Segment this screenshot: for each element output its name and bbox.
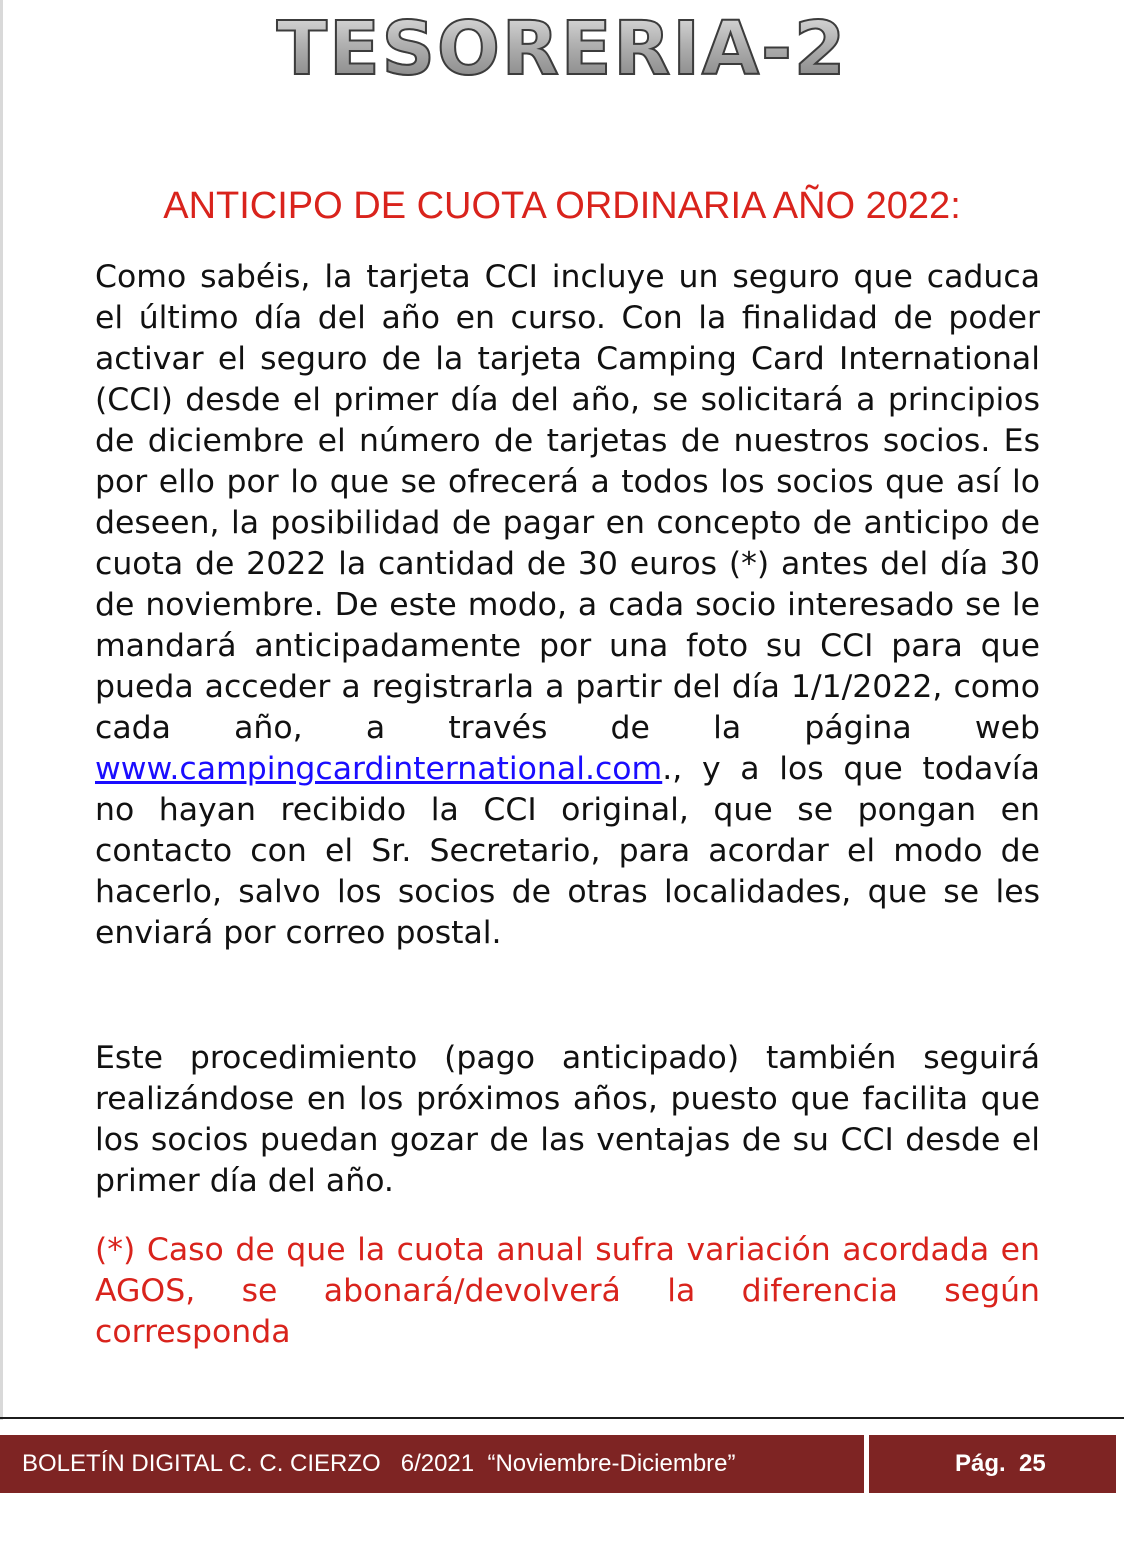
page-title: TESORERIA-2 <box>0 4 1124 94</box>
footer-page-bar <box>869 1435 1116 1493</box>
footer-publication-bar <box>0 1435 864 1493</box>
section-heading: ANTICIPO DE CUOTA ORDINARIA AÑO 2022: <box>163 185 961 227</box>
cci-website-link[interactable]: www.campingcardinternational.com <box>95 751 663 787</box>
footer-publication-title: BOLETÍN DIGITAL C. C. CIERZO 6/2021 “Noviembre-Diciembre” <box>22 1450 736 1477</box>
paragraph-1-text-end: ., y a los que todavía no hayan recibido la CCI original, que se pongan en contacto con el Sr. Secretario, para acordar el modo de hacerlo, salvo los socios de otras localidades, que se les enviará por correo postal. <box>95 751 1040 951</box>
page-number: Pág. 25 <box>955 1450 1046 1477</box>
body-paragraph-2: Este procedimiento (pago anticipado) también seguirá realizándose en los próximos años, puesto que facilita que los socios puedan gozar de las ventajas de su CCI desde el primer día del año. <box>95 1040 1040 1199</box>
footnote-note: (*) Caso de que la cuota anual sufra variación acordada en AGOS, se abonará/devolverá la diferencia según corresponda <box>95 1232 1040 1350</box>
paragraph-1-text-start: Como sabéis, la tarjeta CCI incluye un seguro que caduca el último día del año en curso. Con la finalidad de poder activar el seguro de la tarjeta Camping Card International (CCI) desde el primer día del año, se solicitará a principios de diciembre el número de tarjetas de nuestros socios. Es por ello por lo que se ofrecerá a todos los socios que así lo deseen, la posibilidad de pagar en concepto de anticipo de cuota de 2022 la cantidad de 30 euros (*) antes del día 30 de noviembre. De este modo, a cada socio interesado se le mandará anticipadamente por una foto su CCI para que pueda acceder a registrarla a partir del día 1/1/2022, como cada año, a través de la página web <box>95 259 1040 746</box>
body-paragraph-1 <box>95 257 1040 954</box>
footer-divider <box>0 1417 1124 1419</box>
